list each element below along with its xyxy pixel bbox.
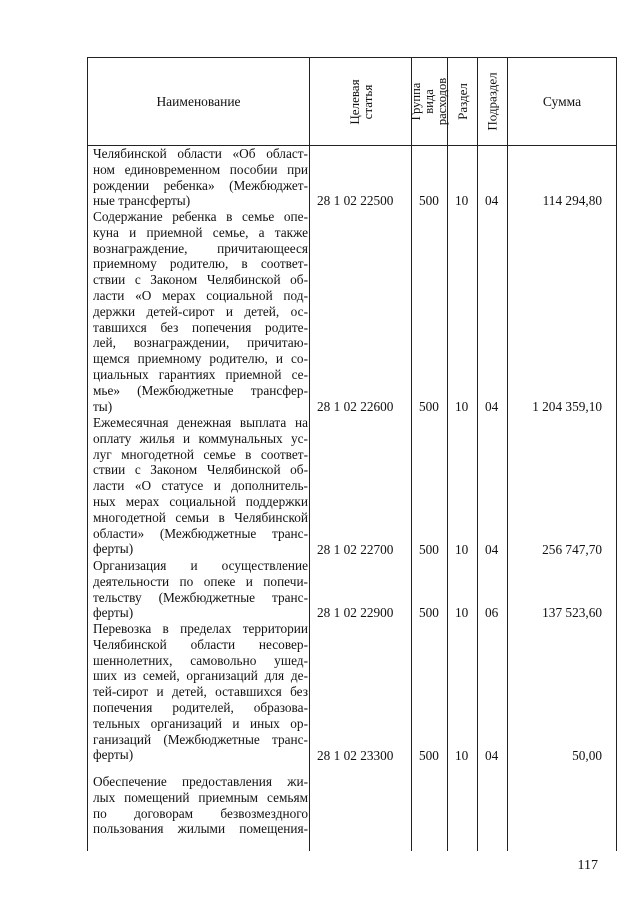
row-2-line: Ежемесячная денежная выплата на <box>93 415 308 430</box>
row-2-subsection: 04 <box>485 542 499 557</box>
row-3-amount: 137 523,60 <box>542 605 602 620</box>
row-0-name <box>93 146 308 209</box>
row-3-group: 500 <box>419 605 439 620</box>
row-1-line: куна и приемной семье, а также <box>93 224 308 240</box>
row-3-line: Организация и осуществление <box>93 558 308 573</box>
row-0-line: рождении ребенка» (Межбюджет- <box>93 177 308 193</box>
row-0-line: ном единовременном пособии при <box>93 161 308 177</box>
row-1-line: тавшихся без попечения родите- <box>93 319 308 335</box>
column-divider <box>477 58 478 851</box>
row-2-line: ферты) <box>93 541 134 557</box>
row-4-subsection: 04 <box>485 748 499 763</box>
header-section <box>448 58 477 145</box>
row-5-line: пользования жилыми помещения- <box>93 821 308 837</box>
column-divider <box>507 58 508 851</box>
row-2-name <box>93 415 308 557</box>
row-1-line: мье» (Межбюджетные трансфер- <box>93 382 308 398</box>
header-amount-label: Сумма <box>542 93 582 109</box>
row-4-line: ших из семей, организаций для де- <box>93 668 308 684</box>
page-number: 117 <box>577 858 598 873</box>
header-name <box>88 58 309 145</box>
row-5-line: лых помещений приемным семьям <box>93 789 308 805</box>
row-0-subsection: 04 <box>485 193 499 208</box>
row-2-section: 10 <box>455 542 469 557</box>
row-0-code: 28 1 02 22500 <box>317 193 394 208</box>
row-4-name <box>93 621 308 763</box>
row-2-line: луг многодетной семье в соответ- <box>93 446 308 462</box>
row-2-line: многодетной семьи в Челябинской <box>93 509 308 525</box>
header-name-label: Наименование <box>156 93 241 109</box>
row-0-line: Челябинской области «Об област- <box>93 146 308 161</box>
row-4-group: 500 <box>419 748 439 763</box>
row-3-line: тельству (Межбюджетные транс- <box>93 589 308 605</box>
row-3-code: 28 1 02 22900 <box>317 605 394 620</box>
row-4-code: 28 1 02 23300 <box>317 748 394 763</box>
row-1-line: вознаграждение, причитающееся <box>93 240 308 256</box>
row-0-amount: 114 294,80 <box>542 193 602 208</box>
header-expense-group <box>409 58 450 145</box>
row-1-code: 28 1 02 22600 <box>317 399 394 414</box>
row-1-line: держки детей-сирот и детей, ос- <box>93 303 308 319</box>
header-subsection <box>478 58 507 145</box>
row-5-line: по договорам безвозмездного <box>93 805 308 821</box>
row-2-line: ствии с Законом Челябинской об- <box>93 462 308 478</box>
row-0-line: ные трансферты) <box>93 193 191 209</box>
row-2-line: ных мерах социальной поддержки <box>93 493 308 509</box>
header-target-article <box>310 58 411 145</box>
budget-table <box>87 57 617 851</box>
row-2-line: оплату жилья и коммунальных ус- <box>93 430 308 446</box>
row-1-line: циальных гарантиях приемной се- <box>93 366 308 382</box>
row-1-name <box>93 209 308 414</box>
row-5-name <box>93 774 308 837</box>
row-4-line: попечения родителей, образова- <box>93 699 308 715</box>
column-divider <box>447 58 448 851</box>
row-3-section: 10 <box>455 605 469 620</box>
row-1-line: ствии с Законом Челябинской об- <box>93 272 308 288</box>
row-3-line: ферты) <box>93 605 134 621</box>
column-divider <box>309 58 310 851</box>
row-0-section: 10 <box>455 193 469 208</box>
row-2-code: 28 1 02 22700 <box>317 542 394 557</box>
row-1-line: лей, вознаграждении, причитаю- <box>93 335 308 351</box>
row-2-line: области» (Межбюджетные транс- <box>93 525 308 541</box>
row-4-line: тельных организаций и иных ор- <box>93 715 308 731</box>
row-4-line: ганизаций (Межбюджетные транс- <box>93 731 308 747</box>
row-4-line: Челябинской области несовер- <box>93 636 308 652</box>
row-2-line: ласти «О статусе и дополнитель- <box>93 478 308 494</box>
row-4-line: ферты) <box>93 747 134 763</box>
row-0-group: 500 <box>419 193 439 208</box>
row-1-group: 500 <box>419 399 439 414</box>
row-1-subsection: 04 <box>485 399 499 414</box>
row-1-line: ты) <box>93 398 113 414</box>
header-expense-group-label: Группа вида расходов <box>409 77 450 126</box>
row-2-amount: 256 747,70 <box>542 542 602 557</box>
row-4-line: тей-сирот и детей, оставшихся без <box>93 684 308 700</box>
row-3-subsection: 06 <box>485 605 499 620</box>
row-1-line: щемся приемному родителю, и со- <box>93 351 308 367</box>
row-3-name <box>93 558 308 621</box>
row-1-line: ласти «О мерах социальной под- <box>93 287 308 303</box>
row-4-line: Перевозка в пределах территории <box>93 621 308 636</box>
row-1-amount: 1 204 359,10 <box>532 399 602 414</box>
row-4-line: шеннолетних, самовольно ушед- <box>93 652 308 668</box>
column-divider <box>411 58 412 851</box>
row-4-section: 10 <box>455 748 469 763</box>
row-5-line: Обеспечение предоставления жи- <box>93 774 308 789</box>
header-amount <box>508 58 616 145</box>
header-target-article-label: Целевая статья <box>346 78 375 125</box>
row-2-group: 500 <box>419 542 439 557</box>
row-3-line: деятельности по опеке и попечи- <box>93 573 308 589</box>
row-1-line: приемному родителю, в соответ- <box>93 256 308 272</box>
header-subsection-label: Подраздел <box>485 72 501 131</box>
row-1-line: Содержание ребенка в семье опе- <box>93 209 308 224</box>
header-section-label: Раздел <box>455 83 470 120</box>
row-1-section: 10 <box>455 399 469 414</box>
row-4-amount: 50,00 <box>572 748 602 763</box>
